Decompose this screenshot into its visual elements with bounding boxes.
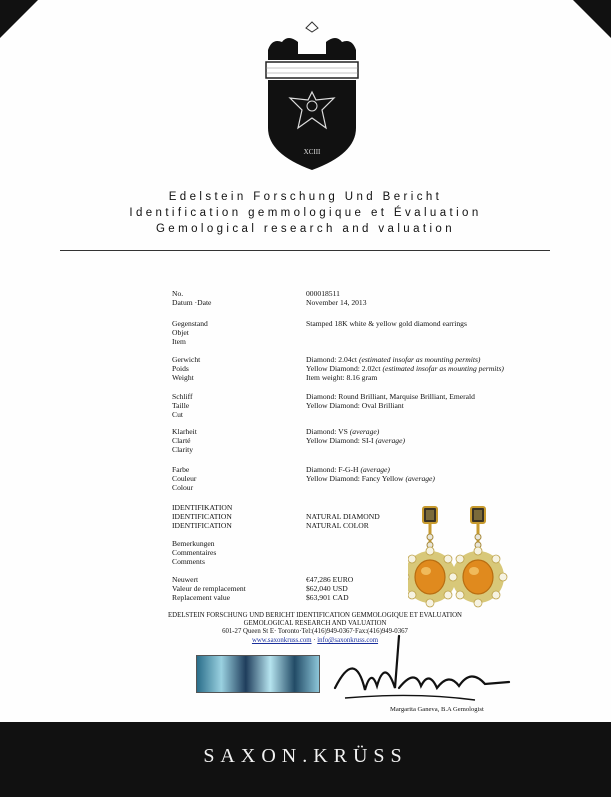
signatory-name: Margarita Ganeva, B.A Gemologist [390, 706, 484, 713]
ident-label-de: IDENTIFIKATION [172, 503, 233, 512]
brand-name: SAXON.KRÜSS [203, 745, 408, 767]
item-label-en: Item [172, 337, 186, 346]
ident-label-en: IDENTIFICATION [172, 521, 232, 530]
title-german: Edelstein Forschung Und Bericht [168, 191, 443, 203]
footer-line-1: EDELSTEIN FORSCHUNG UND BERICHT IDENTIFICATION GEMMOLOGIQUE ET EVALUATION [168, 612, 462, 619]
ident-line-2: NATURAL COLOR [306, 521, 369, 530]
colour-label-en: Colour [172, 483, 194, 492]
date-value: November 14, 2013 [306, 298, 367, 307]
weight-label-de: Gerwicht [172, 355, 201, 364]
value-label-en: Replacement value [172, 593, 230, 602]
item-label-fr: Objet [172, 328, 189, 337]
cut-label-de: Schliff [172, 392, 193, 401]
earrings-photo [408, 505, 516, 625]
ident-line-1: NATURAL DIAMOND [306, 512, 380, 521]
value-label-de: Neuwert [172, 575, 199, 584]
clarity-line-1: Diamond: VS (average) [306, 427, 380, 436]
corner-top-left [0, 0, 38, 38]
signature [325, 628, 515, 708]
ident-label-fr: IDENTIFICATION [172, 512, 232, 521]
cut-line-1: Diamond: Round Brilliant, Marquise Brilliant, Emerald [306, 392, 475, 401]
value-label-fr: Valeur de remplacement [172, 584, 246, 593]
value-eur: €47,286 EURO [306, 575, 354, 584]
email-link[interactable]: info@saxonkruss.com [317, 637, 379, 644]
clarity-label-fr: Clarté [172, 436, 191, 445]
number-label: No. [172, 289, 184, 298]
left-earring [408, 507, 459, 607]
weight-label-en: Weight [172, 373, 194, 382]
divider [60, 250, 550, 251]
remarks-label-de: Bemerkungen [172, 539, 215, 548]
colour-label-de: Farbe [172, 465, 190, 474]
website-link[interactable]: www.saxonkruss.com [251, 637, 312, 644]
clarity-label-en: Clarity [172, 445, 194, 454]
title-english: Gemological research and valuation [155, 223, 456, 235]
remarks-label-fr: Commentaires [172, 548, 217, 557]
clarity-label-de: Klarheit [172, 427, 197, 436]
title-french: Identification gemmologique et Évaluation [129, 207, 482, 219]
footer-address: 601-27 Queen St E· Toronto·Tel:(416)949-0367·Fax:(416)949-0367 [222, 628, 408, 635]
cut-label-fr: Taille [172, 401, 190, 410]
colour-label-fr: Couleur [172, 474, 197, 483]
footer-contact: www.saxonkruss.com · info@saxonkruss.com [251, 637, 379, 644]
weight-line-2: Yellow Diamond: 2.02ct (estimated insofar as mounting permits) [306, 364, 504, 373]
colour-line-2: Yellow Diamond: Fancy Yellow (average) [306, 474, 435, 483]
cut-label-en: Cut [172, 410, 183, 419]
date-label: Datum ·Date [172, 298, 212, 307]
hologram-seal [196, 655, 320, 693]
value-usd: $62,040 USD [306, 584, 348, 593]
clarity-line-2: Yellow Diamond: SI-I (average) [306, 436, 405, 445]
item-value: Stamped 18K white & yellow gold diamond earrings [306, 319, 467, 328]
weight-label-fr: Poids [172, 364, 189, 373]
value-cad: $63,901 CAD [306, 593, 349, 602]
weight-line-3: Item weight: 8.16 gram [306, 373, 378, 382]
crest-numeral: XCIII [303, 148, 321, 156]
cut-line-2: Yellow Diamond: Oval Brilliant [306, 401, 404, 410]
corner-top-right [573, 0, 611, 38]
footer-line-2: GEMOLOGICAL RESEARCH AND VALUATION [243, 620, 387, 627]
remarks-label-en: Comments [172, 557, 205, 566]
number-value: 000018511 [306, 289, 340, 298]
weight-line-1: Diamond: 2.04ct (estimated insofar as mounting permits) [306, 355, 481, 364]
right-earring [449, 507, 507, 607]
item-label-de: Gegenstand [172, 319, 208, 328]
colour-line-1: Diamond: F-G-H (average) [306, 465, 390, 474]
crest-emblem [262, 20, 362, 180]
